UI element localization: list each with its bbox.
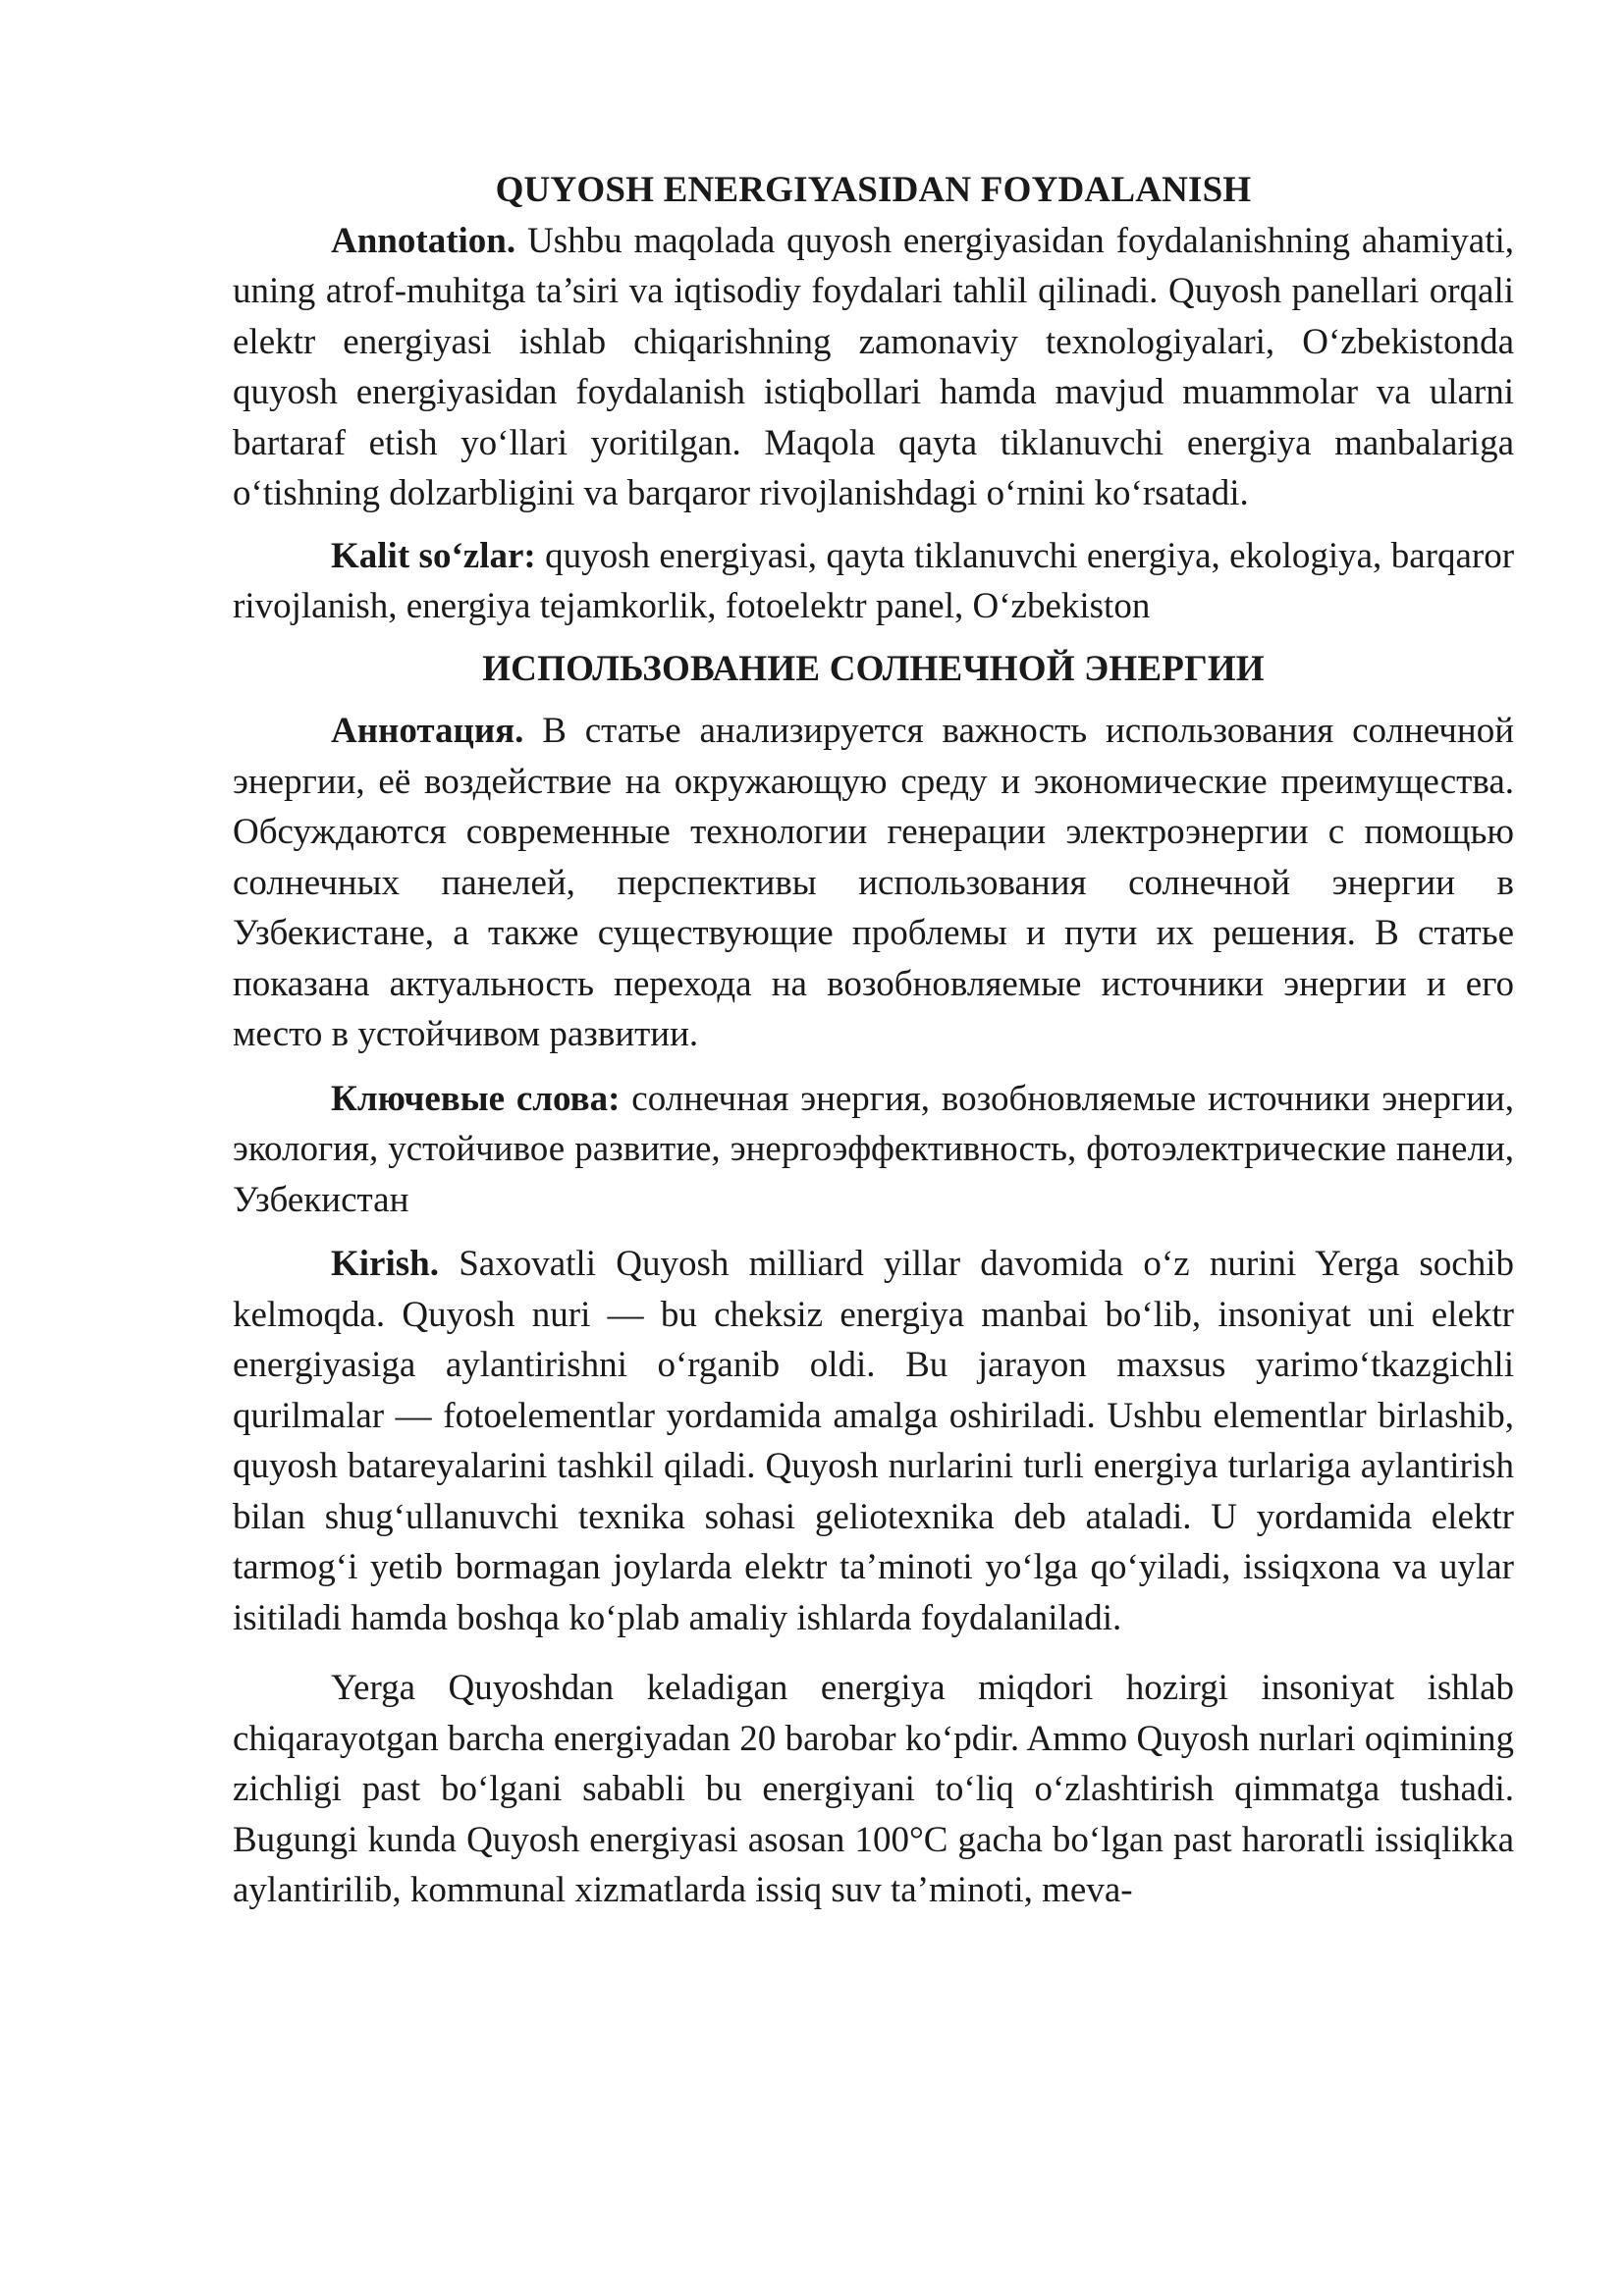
intro-paragraph bbox=[233, 1239, 1514, 1643]
ru-annotation bbox=[233, 706, 1514, 1060]
uz-annotation bbox=[233, 216, 1514, 519]
uz-title: QUYOSH ENERGIYASIDAN FOYDALANISH bbox=[495, 170, 1252, 210]
intro-label: Kirish. bbox=[331, 1244, 439, 1284]
intro-text: Saxovatli Quyosh milliard yillar davomida o‘z nurini Yerga sochib kelmoqda. Quyosh nuri — bu cheksiz energiya manbai bo‘lib, insoniyat uni elektr energiyasiga aylantirishni o‘rganib oldi. Bu jarayon maxsus yarimo‘tkazgichli qurilmalar — fotoelementlar yordamida amalga oshiriladi. Ushbu elementlar birlashib, quyosh batareyalarini tashkil qiladi. Quyosh nurlarini turli energiya turlariga aylantirish bilan shug‘ullanuvchi texnika sohasi geliotexnika deb ataladi. U yordamida elektr tarmog‘i yetib bormagan joylarda elektr ta’minoti yo‘lga qo‘yiladi, issiqxona va uylar isitiladi hamda boshqa ko‘plab amaliy ishlarda foydalaniladi. bbox=[233, 1244, 1514, 1638]
uz-annotation-label: Annotation. bbox=[331, 220, 516, 261]
uz-annotation-text: Ushbu maqolada quyosh energiyasidan foydalanishning ahamiyati, uning atrof-muhitga ta’siri va iqtisodiy foydalari tahlil qilinadi. Quyosh panellari orqali elektr energiyasi ishlab chiqarishning zamonaviy texnologiyalari, O‘zbekistonda quyosh energiyasidan foydalanish istiqbollari hamda mavjud muammolar va ularni bartaraf etish yo‘llari yoritilgan. Maqola qayta tiklanuvchi energiya manbalariga o‘tishning dolzarbligini va barqaror rivojlanishdagi o‘rnini ko‘rsatadi. bbox=[233, 220, 1514, 513]
uz-keywords bbox=[233, 531, 1514, 632]
ru-keywords bbox=[233, 1074, 1514, 1226]
document-page bbox=[233, 165, 1514, 1916]
ru-keywords-text: солнечная энергия, возобновляемые источники энергии, экология, устойчивое развитие, энергоэффективность, фотоэлектрические панели, Узбекистан bbox=[233, 1078, 1514, 1220]
uz-keywords-label: Kalit so‘zlar: bbox=[331, 535, 536, 576]
ru-keywords-label: Ключевые слова: bbox=[331, 1078, 621, 1119]
body-paragraph-2: Yerga Quyoshdan keladigan energiya miqdori hozirgi insoniyat ishlab chiqarayotgan barcha energiyadan 20 barobar ko‘pdir. Ammo Quyosh nurlari oqimining zichligi past bo‘lgani sababli bu energiyani to‘liq o‘zlashtirish qimmatga tushadi. Bugungi kunda Quyosh energiyasi asosan 100°C gacha bo‘lgan past haroratli issiqlikka aylantirilib, kommunal xizmatlarda issiq suv ta’minoti, meva- bbox=[233, 1668, 1514, 1910]
ru-annotation-text: В статье анализируется важность использования солнечной энергии, её воздействие на окружающую среду и экономические преимущества. Обсуждаются современные технологии генерации электроэнергии с помощью солнечных панелей, перспективы использования солнечной энергии в Узбекистане, а также существующие проблемы и пути их решения. В статье показана актуальность перехода на возобновляемые источники энергии и его место в устойчивом развитии. bbox=[233, 711, 1514, 1054]
uz-keywords-text: quyosh energiyasi, qayta tiklanuvchi energiya, ekologiya, barqaror rivojlanish, energiya tejamkorlik, fotoelektr panel, O‘zbekiston bbox=[233, 535, 1515, 626]
ru-title: ИСПОЛЬЗОВАНИЕ СОЛНЕЧНОЙ ЭНЕРГИИ bbox=[482, 648, 1265, 689]
ru-annotation-label: Аннотация. bbox=[331, 711, 524, 751]
